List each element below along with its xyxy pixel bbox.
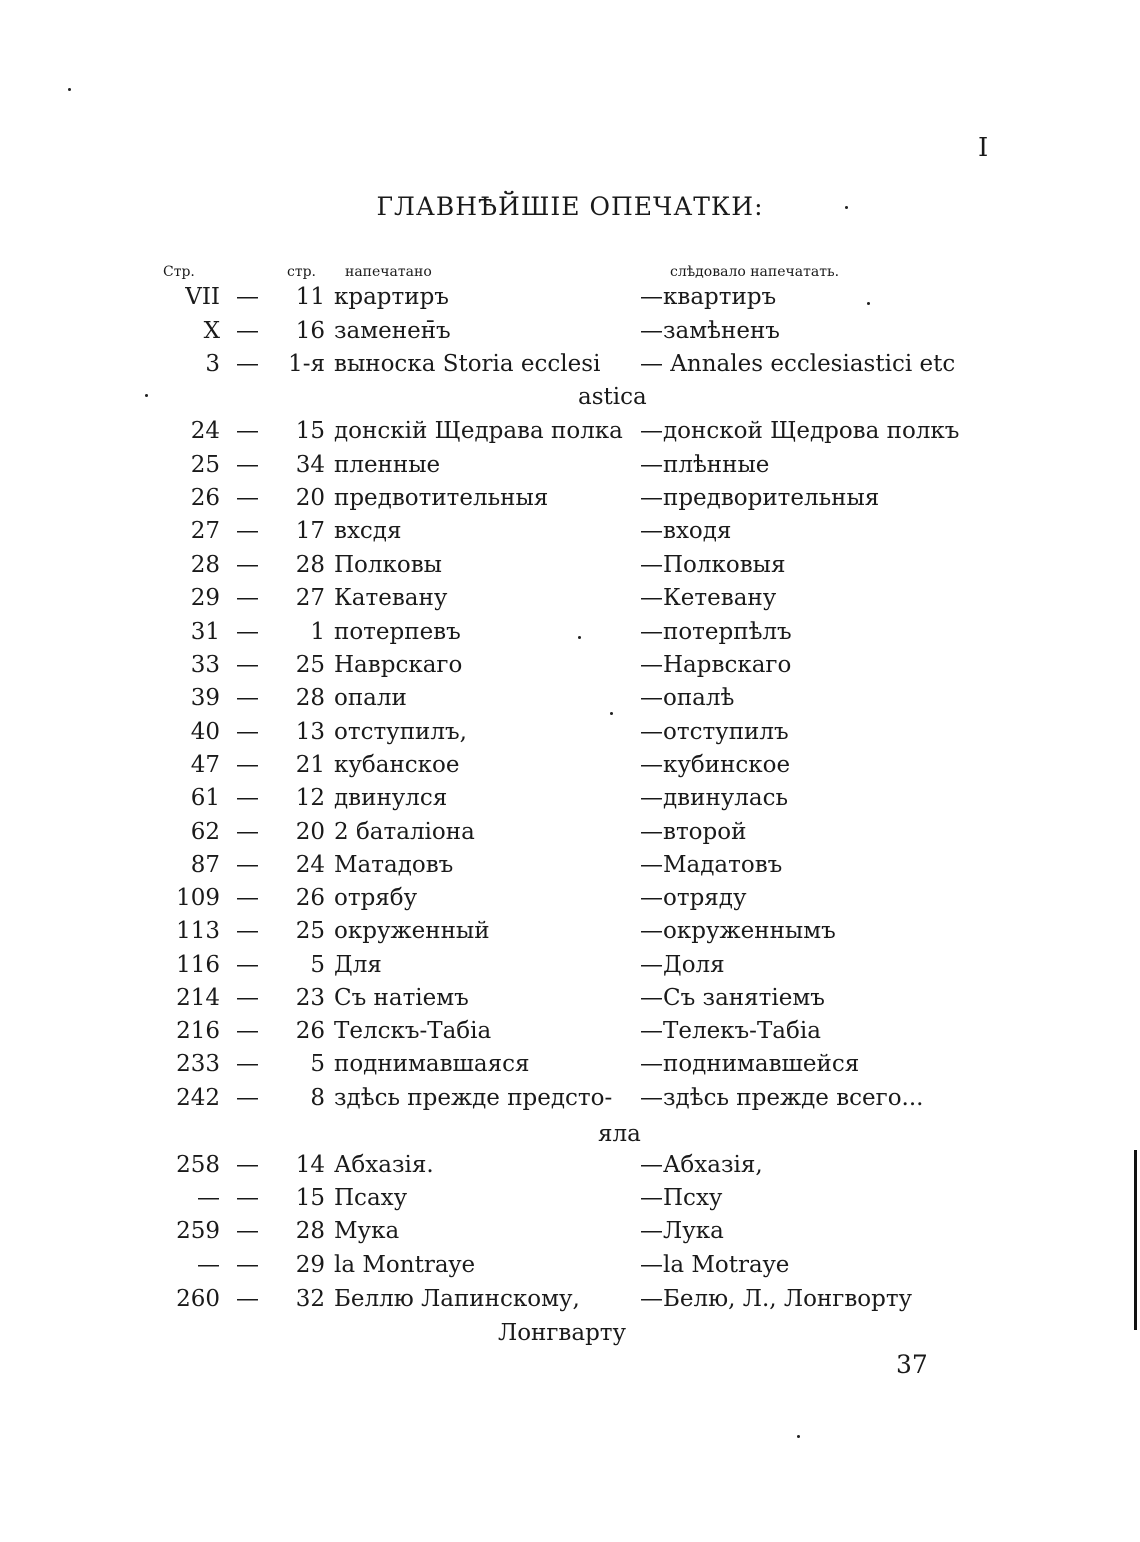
- errata-row: [0, 318, 1140, 351]
- errata-page-cell: 87: [190, 852, 220, 878]
- errata-correct-cell: —окруженнымъ: [640, 918, 836, 944]
- errata-row: [0, 552, 1140, 585]
- column-header-should-be: слѣдовало напечатать.: [670, 264, 840, 280]
- errata-line-cell: 27: [295, 585, 325, 611]
- errata-correct-cell: —опалѣ: [640, 685, 735, 711]
- errata-line-cell: 5: [310, 1051, 325, 1077]
- errata-printed-cell: Псаху: [334, 1185, 408, 1211]
- errata-printed-cell: Абхазія.: [334, 1152, 434, 1178]
- errata-correct-cell: —la Motraye: [640, 1252, 790, 1278]
- errata-printed-cell: кубанское: [334, 752, 460, 778]
- errata-dash-cell: —: [236, 785, 259, 811]
- errata-line-cell: 28: [295, 685, 325, 711]
- print-speck: [145, 394, 148, 397]
- errata-printed-cell: Матадовъ: [334, 852, 454, 878]
- errata-row: [0, 1185, 1140, 1218]
- errata-printed-cell: Полковы: [334, 552, 442, 578]
- errata-correct-cell: —Белю, Л., Лонгворту: [640, 1286, 913, 1312]
- errata-line-cell: 25: [295, 918, 325, 944]
- errata-printed-cell: Мука: [334, 1218, 400, 1244]
- errata-printed-cell: Беллю Лапинскому,: [334, 1286, 580, 1312]
- errata-dash-cell: —: [236, 552, 259, 578]
- errata-dash-cell: —: [236, 318, 259, 344]
- errata-line-cell: 20: [295, 485, 325, 511]
- errata-row: [0, 1085, 1140, 1118]
- errata-correct-cell: —Мадатовъ: [640, 852, 783, 878]
- errata-correct-cell: —Телекъ-Табіа: [640, 1018, 821, 1044]
- errata-row: [0, 719, 1140, 752]
- errata-correct-cell: —поднимавшейся: [640, 1051, 860, 1077]
- errata-dash-cell: —: [236, 885, 259, 911]
- errata-line-cell: 21: [295, 752, 325, 778]
- errata-page-cell: 26: [190, 485, 220, 511]
- errata-correct-cell: —Лука: [640, 1218, 724, 1244]
- errata-row: [0, 652, 1140, 685]
- errata-printed-cell: la Montraye: [334, 1252, 476, 1278]
- errata-dash-cell: —: [236, 685, 259, 711]
- errata-printed-cell: Съ натіемъ: [334, 985, 469, 1011]
- errata-line-cell: 14: [295, 1152, 325, 1178]
- errata-dash-cell: —: [236, 1252, 259, 1278]
- errata-dash-cell: —: [236, 485, 259, 511]
- errata-page-cell: 259: [176, 1218, 220, 1244]
- errata-row: [0, 785, 1140, 818]
- errata-correct-cell: —Доля: [640, 952, 725, 978]
- errata-line-cell: 25: [295, 652, 325, 678]
- errata-line-cell: 11: [295, 284, 325, 310]
- errata-row: [0, 1051, 1140, 1084]
- errata-printed-cell: пленные: [334, 452, 441, 478]
- errata-correct-cell: —потерпѣлъ: [640, 619, 792, 645]
- print-speck: [578, 636, 581, 639]
- errata-page-cell: 25: [190, 452, 220, 478]
- errata-correct-cell: — Annales ecclesiastici etc: [640, 351, 956, 377]
- errata-page-cell: —: [197, 1252, 220, 1278]
- errata-line-cell: 24: [295, 852, 325, 878]
- errata-line-cell: 34: [295, 452, 325, 478]
- errata-correct-cell: —кубинское: [640, 752, 791, 778]
- errata-line-cell: 26: [295, 1018, 325, 1044]
- errata-printed-cell: потерпевъ: [334, 619, 461, 645]
- errata-line-cell: 32: [295, 1286, 325, 1312]
- errata-line-cell: 20: [295, 819, 325, 845]
- errata-row: [0, 1218, 1140, 1251]
- errata-page-cell: 29: [190, 585, 220, 611]
- errata-row: [0, 284, 1140, 317]
- errata-dash-cell: —: [236, 585, 259, 611]
- errata-line-cell: 26: [295, 885, 325, 911]
- errata-dash-cell: —: [236, 719, 259, 745]
- errata-line-cell: 15: [295, 1185, 325, 1211]
- errata-row: [0, 418, 1140, 451]
- errata-page-cell: 242: [176, 1085, 220, 1111]
- errata-correct-cell: —предворительныя: [640, 485, 880, 511]
- errata-row: [0, 1252, 1140, 1285]
- errata-row: [0, 852, 1140, 885]
- errata-dash-cell: —: [236, 1018, 259, 1044]
- errata-page-cell: 39: [190, 685, 220, 711]
- errata-page-cell: 27: [190, 518, 220, 544]
- errata-page-cell: 258: [176, 1152, 220, 1178]
- continuation-line: astica: [578, 384, 647, 410]
- errata-dash-cell: —: [236, 918, 259, 944]
- errata-row: [0, 1018, 1140, 1051]
- errata-correct-cell: —Нарвскаго: [640, 652, 792, 678]
- errata-correct-cell: —Съ занятіемъ: [640, 985, 825, 1011]
- errata-row: [0, 952, 1140, 985]
- errata-dash-cell: —: [236, 284, 259, 310]
- print-speck: [797, 1435, 800, 1438]
- continuation-line: Лонгварту: [498, 1320, 627, 1346]
- page-number-roman: I: [978, 133, 989, 163]
- errata-row: [0, 452, 1140, 485]
- errata-row: [0, 518, 1140, 551]
- errata-dash-cell: —: [236, 952, 259, 978]
- continuation-line: яла: [598, 1121, 641, 1147]
- errata-line-cell: 16: [295, 318, 325, 344]
- errata-row: [0, 819, 1140, 852]
- errata-page-cell: 116: [176, 952, 220, 978]
- errata-printed-cell: предвотительныя: [334, 485, 549, 511]
- errata-page-cell: —: [197, 1185, 220, 1211]
- errata-page-cell: 3: [205, 351, 220, 377]
- errata-printed-cell: донскій Щедрава полка: [334, 418, 623, 444]
- errata-correct-cell: —второй: [640, 819, 747, 845]
- errata-line-cell: 12: [295, 785, 325, 811]
- errata-page-cell: 109: [176, 885, 220, 911]
- errata-dash-cell: —: [236, 752, 259, 778]
- errata-printed-cell: поднимавшаяся: [334, 1051, 530, 1077]
- errata-correct-cell: —входя: [640, 518, 732, 544]
- errata-printed-cell: Телскъ-Табіа: [334, 1018, 492, 1044]
- errata-row: [0, 885, 1140, 918]
- errata-dash-cell: —: [236, 518, 259, 544]
- errata-dash-cell: —: [236, 619, 259, 645]
- errata-printed-cell: выноска Storia ecclesi: [334, 351, 601, 377]
- errata-page-cell: 33: [190, 652, 220, 678]
- errata-line-cell: 23: [295, 985, 325, 1011]
- column-header-page: Стр.: [163, 264, 195, 280]
- errata-correct-cell: —Полковыя: [640, 552, 786, 578]
- errata-correct-cell: —Абхазія,: [640, 1152, 763, 1178]
- page-edge-line: [1134, 1150, 1137, 1330]
- errata-dash-cell: —: [236, 1286, 259, 1312]
- errata-page-cell: 40: [190, 719, 220, 745]
- print-speck: [610, 712, 613, 715]
- errata-page-cell: 113: [176, 918, 220, 944]
- errata-printed-cell: заменен̄ъ: [334, 318, 451, 344]
- errata-printed-cell: Для: [334, 952, 382, 978]
- errata-row: [0, 619, 1140, 652]
- errata-dash-cell: —: [236, 1218, 259, 1244]
- errata-row: [0, 752, 1140, 785]
- errata-correct-cell: —отступилъ: [640, 719, 789, 745]
- errata-page-cell: 214: [176, 985, 220, 1011]
- errata-printed-cell: вхсдя: [334, 518, 402, 544]
- errata-row: [0, 685, 1140, 718]
- errata-page-cell: 62: [190, 819, 220, 845]
- errata-printed-cell: опали: [334, 685, 407, 711]
- errata-row: [0, 485, 1140, 518]
- print-speck: [845, 206, 848, 209]
- print-speck: [867, 302, 870, 305]
- errata-dash-cell: —: [236, 819, 259, 845]
- errata-dash-cell: —: [236, 452, 259, 478]
- errata-row: [0, 585, 1140, 618]
- errata-line-cell: 13: [295, 719, 325, 745]
- errata-printed-cell: отступилъ,: [334, 719, 467, 745]
- errata-dash-cell: —: [236, 1051, 259, 1077]
- errata-page-cell: X: [203, 318, 220, 344]
- errata-page-cell: 24: [190, 418, 220, 444]
- errata-line-cell: 15: [295, 418, 325, 444]
- errata-correct-cell: —квартиръ: [640, 284, 777, 310]
- errata-dash-cell: —: [236, 852, 259, 878]
- errata-printed-cell: окруженный: [334, 918, 490, 944]
- errata-page-cell: 28: [190, 552, 220, 578]
- errata-printed-cell: отрябу: [334, 885, 418, 911]
- errata-correct-cell: —замѣненъ: [640, 318, 780, 344]
- errata-printed-cell: крартиръ: [334, 284, 449, 310]
- errata-row: [0, 1152, 1140, 1185]
- errata-printed-cell: 2 баталіона: [334, 819, 475, 845]
- errata-correct-cell: —плѣнные: [640, 452, 770, 478]
- errata-dash-cell: —: [236, 1185, 259, 1211]
- errata-dash-cell: —: [236, 351, 259, 377]
- errata-page-cell: 61: [190, 785, 220, 811]
- errata-printed-cell: здѣсь прежде предсто-: [334, 1085, 613, 1111]
- errata-row: [0, 1286, 1140, 1319]
- errata-line-cell: 29: [295, 1252, 325, 1278]
- errata-dash-cell: —: [236, 652, 259, 678]
- column-header-printed: напечатано: [345, 264, 432, 280]
- errata-row: [0, 351, 1140, 384]
- errata-printed-cell: Наврскаго: [334, 652, 463, 678]
- errata-page-cell: 31: [190, 619, 220, 645]
- errata-page-cell: 216: [176, 1018, 220, 1044]
- errata-line-cell: 17: [295, 518, 325, 544]
- errata-correct-cell: —двинулась: [640, 785, 789, 811]
- errata-printed-cell: двинулся: [334, 785, 448, 811]
- errata-line-cell: 1-я: [288, 351, 325, 377]
- errata-page-cell: 47: [190, 752, 220, 778]
- errata-printed-cell: Катевану: [334, 585, 448, 611]
- errata-page-cell: VII: [185, 284, 220, 310]
- errata-line-cell: 28: [295, 1218, 325, 1244]
- errata-correct-cell: —Псху: [640, 1185, 723, 1211]
- errata-row: [0, 918, 1140, 951]
- print-speck: [68, 88, 71, 91]
- column-header-line: стр.: [287, 264, 316, 280]
- errata-line-cell: 5: [310, 952, 325, 978]
- errata-page-cell: 260: [176, 1286, 220, 1312]
- errata-page-cell: 233: [176, 1051, 220, 1077]
- errata-correct-cell: —отряду: [640, 885, 747, 911]
- page-title: ГЛАВНѢЙШIЕ ОПЕЧАТКИ:: [376, 192, 764, 221]
- errata-line-cell: 28: [295, 552, 325, 578]
- errata-correct-cell: —Кетевану: [640, 585, 777, 611]
- footer-page-number: 37: [896, 1350, 928, 1379]
- errata-dash-cell: —: [236, 1152, 259, 1178]
- errata-dash-cell: —: [236, 1085, 259, 1111]
- errata-correct-cell: —здѣсь прежде всего...: [640, 1085, 924, 1111]
- errata-dash-cell: —: [236, 418, 259, 444]
- errata-line-cell: 1: [310, 619, 325, 645]
- errata-correct-cell: —донской Щедрова полкъ: [640, 418, 960, 444]
- errata-line-cell: 8: [310, 1085, 325, 1111]
- errata-row: [0, 985, 1140, 1018]
- errata-dash-cell: —: [236, 985, 259, 1011]
